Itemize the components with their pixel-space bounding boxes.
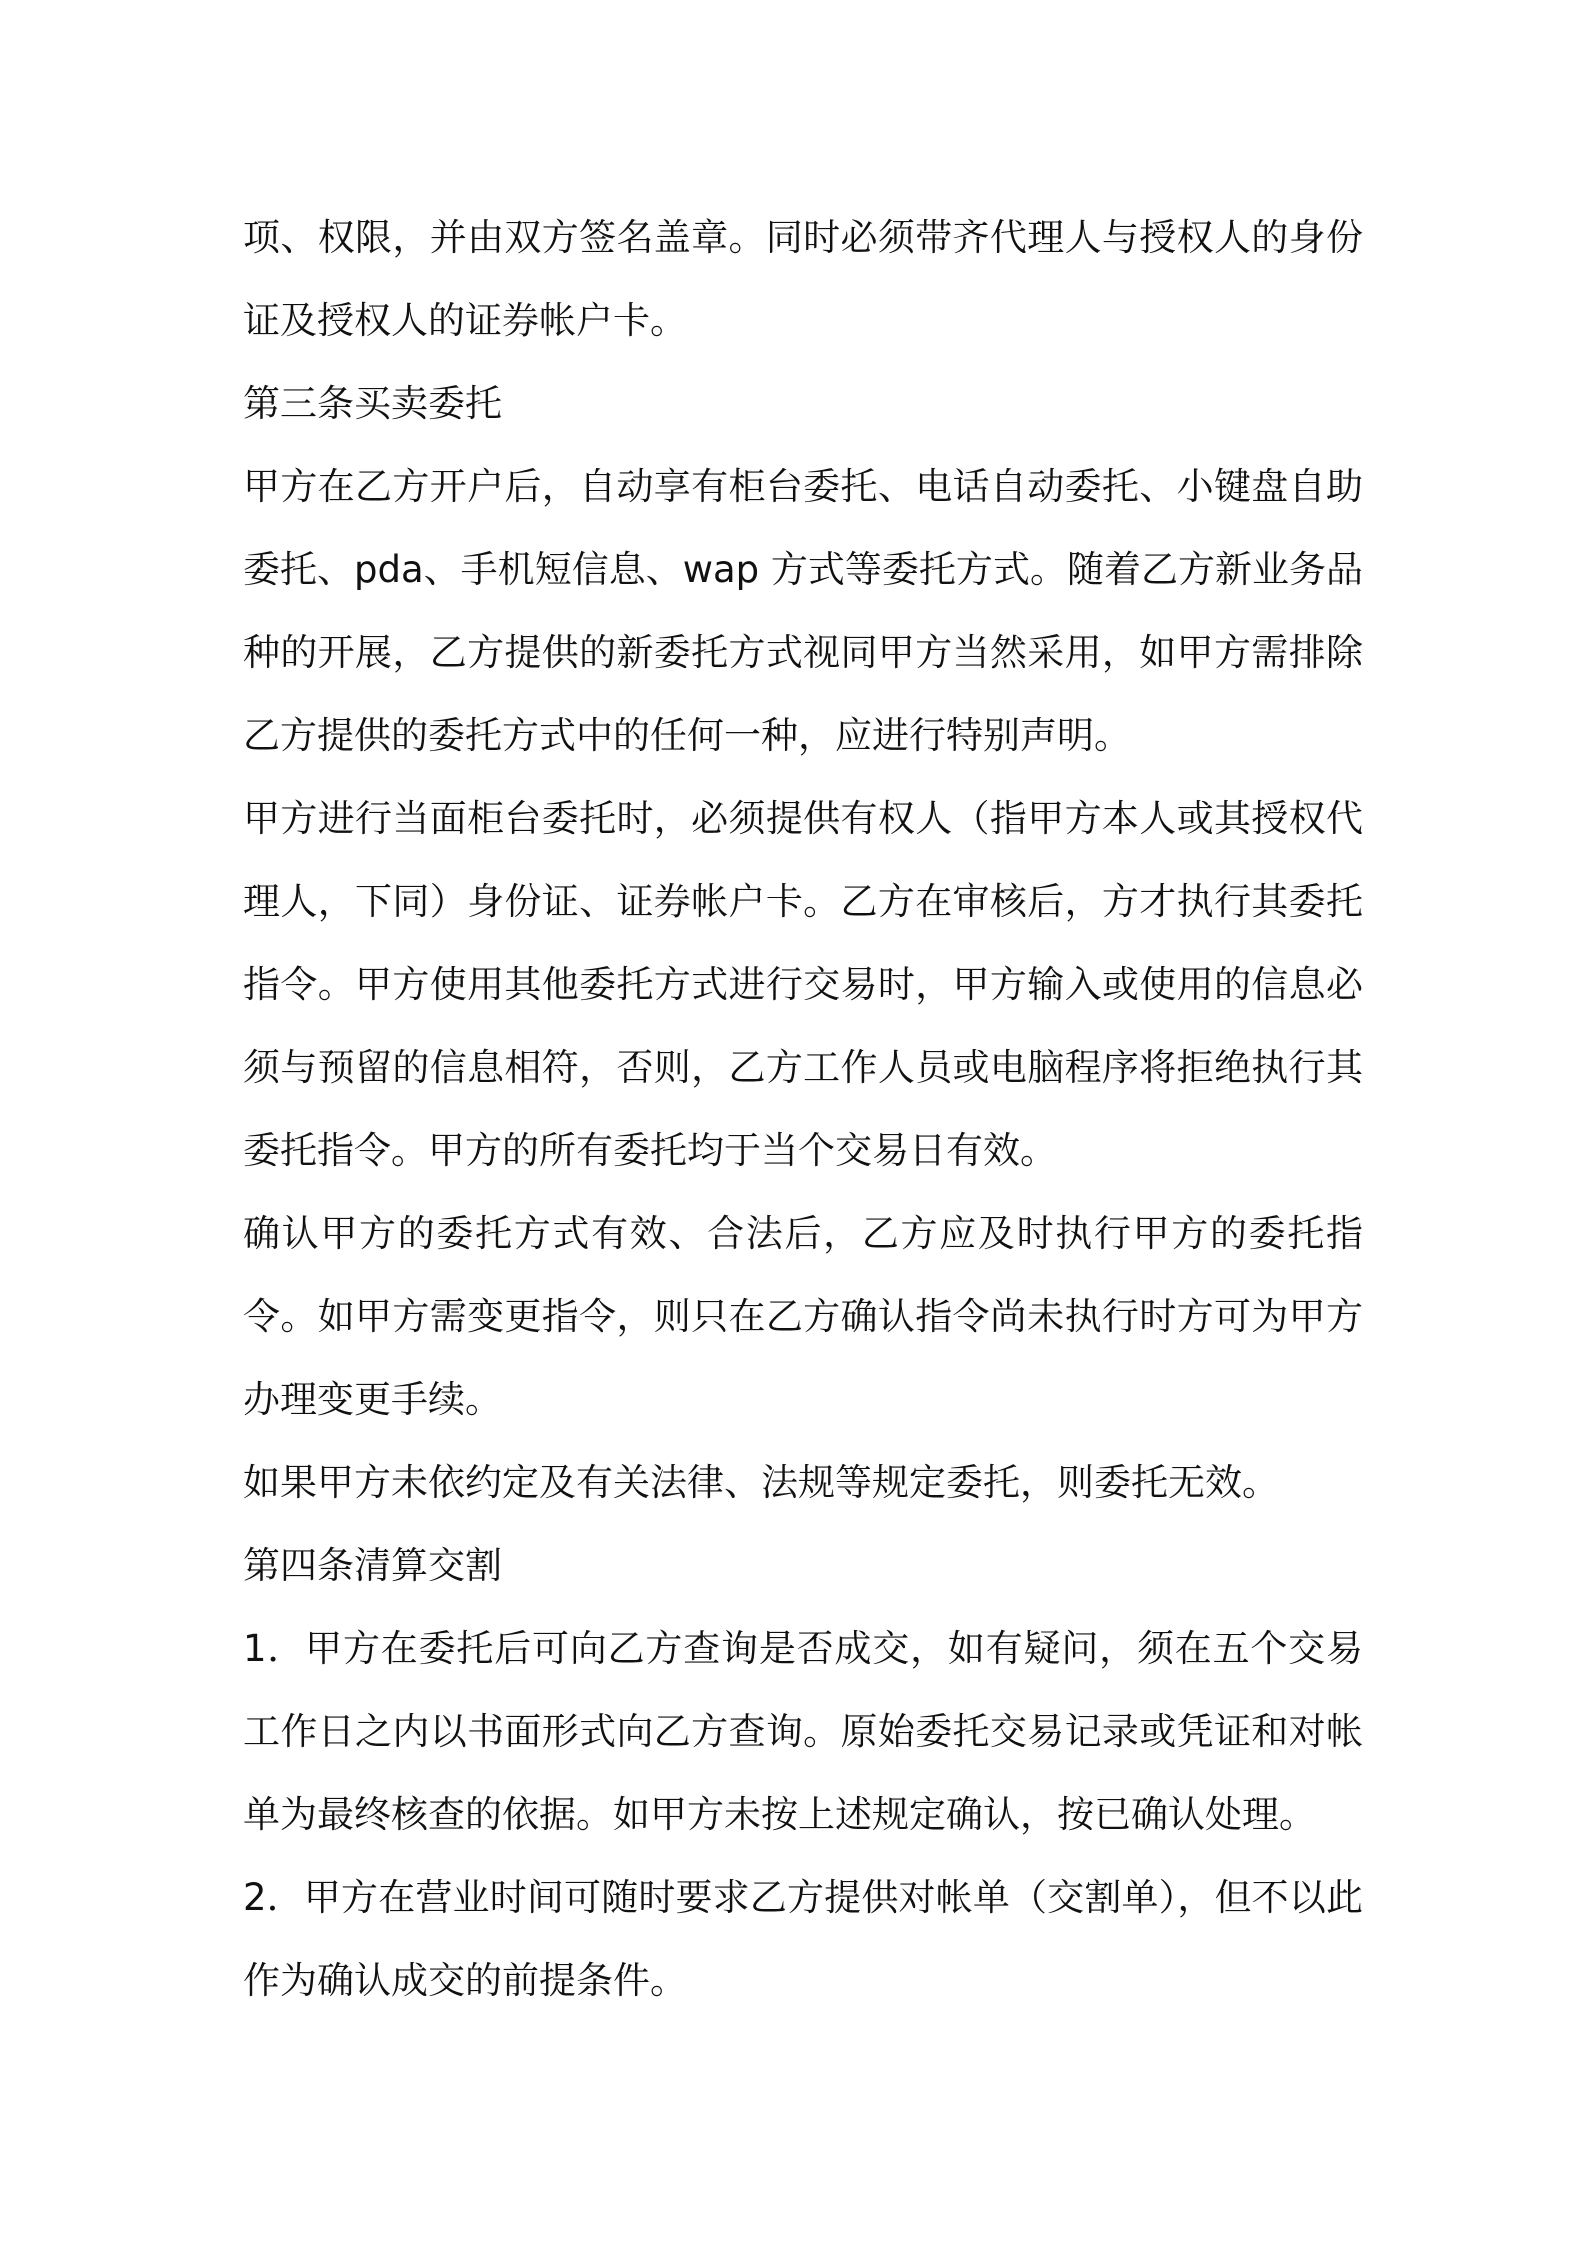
paragraph-invalid-delegation: 如果甲方未依约定及有关法律、法规等规定委托，则委托无效。 xyxy=(243,1461,1279,1504)
paragraph-confirm-execution: 确认甲方的委托方式有效、合法后，乙方应及时执行甲方的委托指令。如甲方需变更指令，则只在乙方确认指令尚未执行时方可为甲方办理变更手续。 xyxy=(243,1212,1363,1421)
paragraph-counter-delegation: 甲方进行当面柜台委托时，必须提供有权人（指甲方本人或其授权代理人，下同）身份证、证券帐户卡。乙方在审核后，方才执行其委托指令。甲方使用其他委托方式进行交易时，甲方输入或使用的信息必须与预留的信息相符，否则，乙方工作人员或电脑程序将拒绝执行其委托指令。甲方的所有委托均于当个交易日有效。 xyxy=(243,797,1363,1172)
paragraph-authorization-continued: 项、权限，并由双方签名盖章。同时必须带齐代理人与授权人的身份证及授权人的证券帐户卡。 xyxy=(243,216,1363,342)
paragraph-clearing-item-2: 2．甲方在营业时间可随时要求乙方提供对帐单（交割单），但不以此作为确认成交的前提条件。 xyxy=(243,1876,1363,2002)
section-heading-article-3: 第三条买卖委托 xyxy=(243,382,502,425)
paragraph-clearing-item-1: 1．甲方在委托后可向乙方查询是否成交，如有疑问，须在五个交易工作日之内以书面形式向乙方查询。原始委托交易记录或凭证和对帐单为最终核查的依据。如甲方未按上述规定确认，按已确认处理。 xyxy=(243,1627,1363,1836)
document-body xyxy=(243,196,1363,2022)
section-heading-article-4: 第四条清算交割 xyxy=(243,1544,502,1587)
paragraph-delegation-methods: 甲方在乙方开户后，自动享有柜台委托、电话自动委托、小键盘自助委托、pda、手机短信息、wap 方式等委托方式。随着乙方新业务品种的开展，乙方提供的新委托方式视同甲方当然采用，如甲方需排除乙方提供的委托方式中的任何一种，应进行特别声明。 xyxy=(243,465,1363,757)
